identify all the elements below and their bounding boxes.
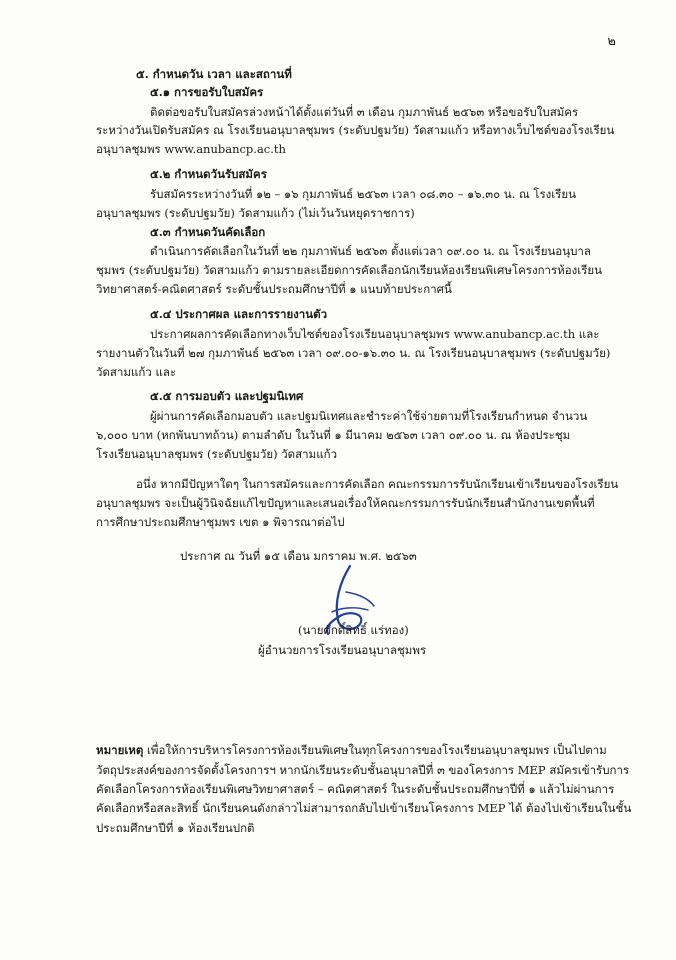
section-5-1-line-2: ระหว่างวันเปิดรับสมัคร ณ โรงเรียนอนุบาลชุมพร (ระดับปฐมวัย) วัดสามแก้ว หรือทางเว็บไซต์ของโรงเรียน (96, 123, 615, 137)
section-5-3-line-2: ชุมพร (ระดับปฐมวัย) วัดสามแก้ว ตามรายละเอียดการคัดเลือกนักเรียนห้องเรียนพิเศษโครงการห้องเรียน (96, 263, 602, 277)
section-5-4-heading: ๕.๔ ประกาศผล และการรายงานตัว (150, 307, 328, 321)
section-5-5-line-1: ผู้ผ่านการคัดเลือกมอบตัว และปฐมนิเทศและชำระค่าใช้จ่ายตามที่โรงเรียนกำหนด จำนวน (150, 409, 588, 423)
note-line-1 (96, 742, 607, 758)
note-label: หมายเหตุ (96, 743, 144, 757)
section-5-heading: ๕. กำหนดวัน เวลา และสถานที่ (136, 67, 292, 81)
section-5-1-heading: ๕.๑ การขอรับใบสมัคร (150, 85, 264, 99)
note-line-5: ประถมศึกษาปีที่ ๑ ห้องเรียนปกติ (96, 821, 255, 835)
note-line-3: คัดเลือกโครงการห้องเรียนพิเศษวิทยาศาสตร์ – คณิตศาสตร์ ในระดับชั้นประถมศึกษาปีที่ ๑ แล้วไม่ผ่านการ (96, 782, 615, 796)
section-5-3-heading: ๕.๓ กำหนดวันคัดเลือก (150, 225, 266, 239)
page-number: ๒ (607, 34, 616, 49)
note-line-1-text: เพื่อให้การบริหารโครงการห้องเรียนพิเศษในทุกโครงการของโรงเรียนอนุบาลชุมพร เป็นไปตาม (143, 743, 607, 757)
section-5-2-line-2: อนุบาลชุมพร (ระดับปฐมวัย) วัดสามแก้ว (ไม่เว้นวันหยุดราชการ) (96, 206, 415, 220)
closing-line-2: อนุบาลชุมพร จะเป็นผู้วินิจฉัยแก้ไขปัญหาและเสนอเรื่องให้คณะกรรมการรับนักเรียนสำนักงานเขตพื้นที่ (96, 496, 595, 510)
section-5-4-line-3: วัดสามแก้ว และ (96, 365, 177, 379)
section-5-1-line-3: อนุบาลชุมพร www.anubancp.ac.th (96, 142, 286, 156)
announcement-date: ประกาศ ณ วันที่ ๑๕ เดือน มกราคม พ.ศ. ๒๕๖๓ (180, 549, 417, 563)
signer-position: ผู้อำนวยการโรงเรียนอนุบาลชุมพร (258, 643, 427, 657)
section-5-4-line-1: ประกาศผลการคัดเลือกทางเว็บไซต์ของโรงเรียนอนุบาลชุมพร www.anubancp.ac.th และ (150, 327, 600, 341)
closing-line-1: อนึ่ง หากมีปัญหาใดๆ ในการสมัครและการคัดเลือก คณะกรรมการรับนักเรียนเข้าเรียนของโรงเรียน (136, 477, 619, 491)
section-5-1-line-1: ติดต่อขอรับใบสมัครล่วงหน้าได้ตั้งแต่วันที่ ๓ เดือน กุมภาพันธ์ ๒๕๖๓ หรือขอรับใบสมัคร (150, 105, 579, 119)
note-line-4: คัดเลือกหรือสละสิทธิ์ นักเรียนคนดังกล่าวไม่สามารถกลับไปเข้าเรียนโครงการ MEP ได้ ต้องไปเข้าเรียนในชั้น (96, 801, 632, 815)
section-5-5-heading: ๕.๕ การมอบตัว และปฐมนิเทศ (150, 389, 304, 403)
section-5-5-line-3: โรงเรียนอนุบาลชุมพร (ระดับปฐมวัย) วัดสามแก้ว (96, 447, 338, 461)
section-5-5-line-2: ๖,๐๐๐ บาท (หกพันบาทถ้วน) ตามลำดับ ในวันที่ ๑ มีนาคม ๒๕๖๓ เวลา ๐๙.๐๐ น. ณ ห้องประชุม (96, 428, 571, 442)
section-5-3-line-1: ดำเนินการคัดเลือกในวันที่ ๒๒ กุมภาพันธ์ ๒๕๖๓ ตั้งแต่เวลา ๐๙.๐๐ น. ณ โรงเรียนอนุบาล (150, 244, 591, 258)
section-5-4-line-2: รายงานตัวในวันที่ ๒๗ กุมภาพันธ์ ๒๕๖๓ เวลา ๐๙.๐๐-๑๖.๓๐ น. ณ โรงเรียนอนุบาลชุมพร (ระดับปฐมวัย) (96, 346, 611, 360)
section-5-3-line-3: วิทยาศาสตร์-คณิตศาสตร์ ระดับชั้นประถมศึกษาปีที่ ๑ แนบท้ายประกาศนี้ (96, 282, 452, 296)
signer-name: (นายศักดิ์สิทธิ์ แร่ทอง) (298, 623, 409, 637)
closing-line-3: การศึกษาประถมศึกษาชุมพร เขต ๑ พิจารณาต่อไป (96, 515, 345, 529)
section-5-2-line-1: รับสมัครระหว่างวันที่ ๑๒ – ๑๖ กุมภาพันธ์ ๒๕๖๓ เวลา ๐๘.๓๐ – ๑๖.๓๐ น. ณ โรงเรียน (150, 187, 576, 201)
section-5-2-heading: ๕.๒ กำหนดวันรับสมัคร (150, 167, 267, 181)
note-line-2: วัตถุประสงค์ของการจัดตั้งโครงการฯ หากนักเรียนระดับชั้นอนุบาลปีที่ ๓ ของโครงการ MEP สมัครเข้ารับการ (96, 763, 630, 777)
